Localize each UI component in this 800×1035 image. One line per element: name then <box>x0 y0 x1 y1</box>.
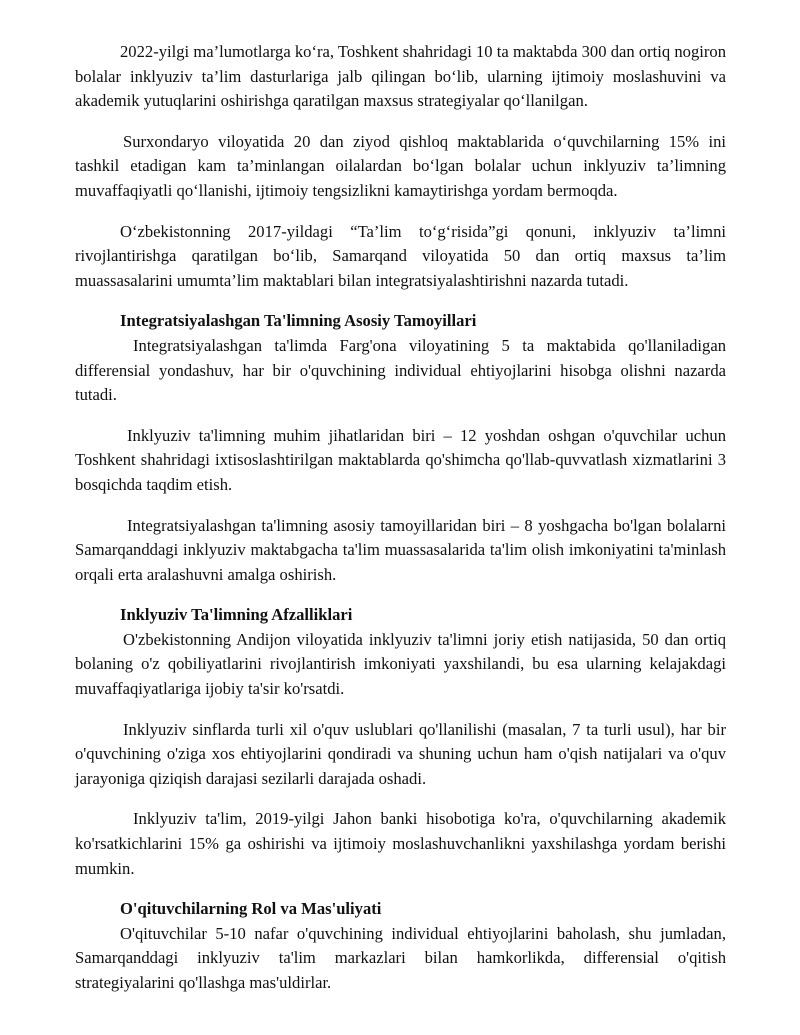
intro-paragraph-2: Surxondaryo viloyatida 20 dan ziyod qishloq maktablarida o‘quvchilarning 15% ini tashkil etadigan kam ta’minlangan oilalardan bo‘lgan bolalar uchun inklyuziv ta’limning muvaffaqiyatli qo‘llanishi, ijtimoiy tengsizlikni kamaytirishga yordam bermoqda. <box>75 131 726 200</box>
intro-paragraph-3: O‘zbekistonning 2017-yildagi “Ta’lim to‘g‘risida”gi qonuni, inklyuziv ta’limni rivojlantirishga qaratilgan bo‘lib, Samarqand viloyatida 50 dan ortiq maxsus ta’lim muassasalarini umumta’lim maktablari bilan integratsiyalashtirishni nazarda tutadi. <box>75 221 726 290</box>
advantages-paragraph-1: O'zbekistonning Andijon viloyatida inklyuziv ta'limni joriy etish natijasida, 50 dan ortiq bolaning o'z qobiliyatlarini rivojlantirish imkoniyati yaxshilandi, bu esa ularning kelajakdagi muvaffaqiyatlariga ijobiy ta'sir ko'rsatdi. <box>75 629 726 699</box>
advantages-paragraph-2: Inklyuziv sinflarda turli xil o'quv uslublari qo'llanilishi (masalan, 7 ta turli usul), har bir o'quvchining o'ziga xos ehtiyojlarini qondiradi va shuning uchun ham o'qish natijalari va o'quv jarayoniga qiziqish darajasi sezilarli darajada oshadi. <box>75 719 726 788</box>
principles-paragraph-1: Integratsiyalashgan ta'limda Farg'ona viloyatining 5 ta maktabida qo'llaniladigan differensial yondashuv, har bir o'quvchining individual ehtiyojlarini hisobga olishni nazarda tutadi. <box>75 335 726 405</box>
intro-paragraph-1: 2022-yilgi ma’lumotlarga ko‘ra, Toshkent shahridagi 10 ta maktabda 300 dan ortiq nogiron bolalar inklyuziv ta’lim dasturlariga jalb qilingan bo‘lib, ularning ijtimoiy moslashuvini va akademik yutuqlarini oshirishga qaratilgan maxsus strategiyalar qo‘llanilgan. <box>75 42 726 111</box>
section-heading-principles: Integratsiyalashgan Ta'limning Asosiy Tamoyillari <box>120 311 477 331</box>
advantages-paragraph-3: Inklyuziv ta'lim, 2019-yilgi Jahon banki hisobotiga ko'ra, o'quvchilarning akademik ko'rsatkichlarini 15% ga oshirishi va ijtimoiy moslashuvchanlikni yaxshilashga yordam berishi mumkin. <box>75 809 726 878</box>
document-page <box>75 0 726 996</box>
section-heading-teachers: O'qituvchilarning Rol va Mas'uliyati <box>120 899 382 919</box>
principles-paragraph-2: Inklyuziv ta'limning muhim jihatlaridan biri – 12 yoshdan oshgan o'quvchilar uchun Toshkent shahridagi ixtisoslashtirilgan maktablarda qo'shimcha qo'llab-quvvatlash xizmatlarini 3 bosqichda taqdim etish. <box>75 425 726 494</box>
section-heading-advantages: Inklyuziv Ta'limning Afzalliklari <box>120 605 353 625</box>
teachers-paragraph-1: O'qituvchilar 5-10 nafar o'quvchining individual ehtiyojlarini baholash, shu jumladan, Samarqanddagi inklyuziv ta'lim markazlari bilan hamkorlikda, differensial o'qitish strategiyalarini qo'llashga mas'uldirlar. <box>75 923 726 992</box>
principles-paragraph-3: Integratsiyalashgan ta'limning asosiy tamoyillaridan biri – 8 yoshgacha bo'lgan bolalarni Samarqanddagi inklyuziv maktabgacha ta'lim muassasalarida ta'lim olish imkoniyatini ta'minlash orqali erta aralashuvni amalga oshirish. <box>75 515 726 584</box>
